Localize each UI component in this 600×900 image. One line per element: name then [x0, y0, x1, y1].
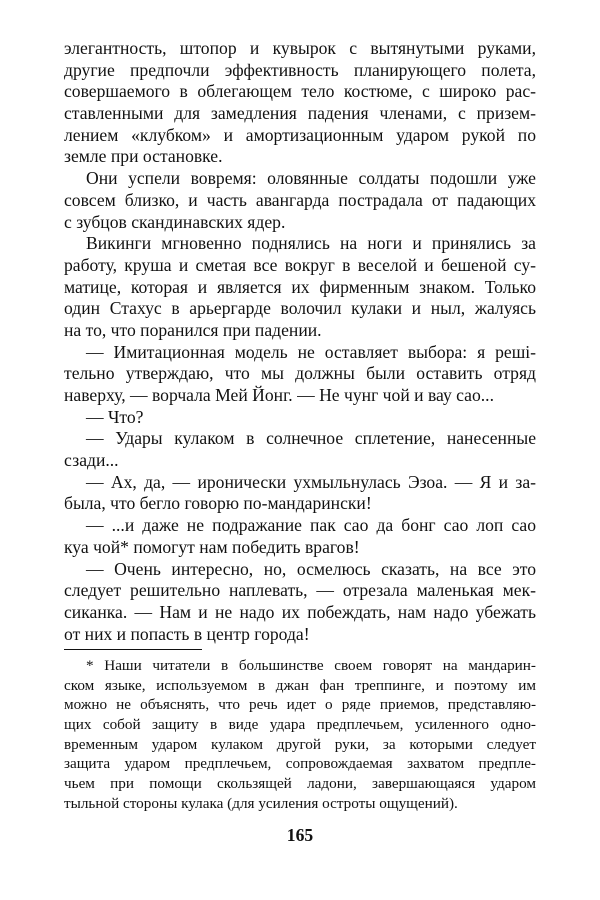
- footnote-line: временным ударом кулаком другой руки, за которыми следует: [64, 735, 536, 753]
- text-line: куа чой* помогут нам победить врагов!: [64, 536, 360, 557]
- text-line: совсем близко, и часть авангарда пострадала от падающих: [64, 189, 536, 210]
- text-line: земле при остановке.: [64, 146, 223, 167]
- text-line: сзади...: [64, 450, 119, 471]
- text-line: — Ах, да, — иронически ухмыльнулась Эзоа. — Я и за-: [86, 471, 536, 492]
- footnote-line: * Наши читатели в большинстве своем говорят на мандарин-: [86, 657, 536, 674]
- footnote-line: щих собой защиту в виде удара предплечьем, усиленного одно-: [64, 716, 536, 734]
- text-line: Викинги мгновенно поднялись на ноги и принялись за: [86, 233, 536, 254]
- text-line: — Что?: [86, 406, 144, 427]
- footnote-line: можно не объяснять, что речь идет о ряде приемов, представляю-: [64, 696, 536, 714]
- text-line: один Стахус в арьергарде волочил кулаки и ныл, жалуясь: [64, 298, 536, 319]
- text-line: с зубцов скандинавских ядер.: [64, 211, 286, 232]
- text-line: — Очень интересно, но, осмелюсь сказать, на все это: [86, 558, 536, 579]
- text-line: сиканка. — Нам и не надо их побеждать, нам надо убежать: [64, 601, 536, 622]
- footnote-line: ском языке, используемом в джан фан треппинге, и поэтому им: [64, 676, 536, 694]
- text-line: совершаемого в облегающем тело костюме, с широко рас-: [64, 81, 536, 102]
- footnote-line: тыльной стороны кулака (для усиления остроты ощущений).: [64, 794, 458, 812]
- text-line: элегантность, штопор и кувырок с вытянутыми руками,: [64, 38, 536, 58]
- text-line: лением «клубком» и амортизационным ударом рукой по: [64, 124, 536, 145]
- footnote-divider: [64, 649, 202, 650]
- footnote: [64, 656, 536, 814]
- footnote-line: защита ударом предплечьем, сопровождаемая захватом предпле-: [64, 755, 536, 773]
- text-line: тельно утверждаю, что мы должны были оставить отряд: [64, 363, 536, 384]
- text-line: наверху, — ворчала Мей Йонг. — Не чунг чой и вау сао...: [64, 385, 494, 405]
- text-line: была, что бегло говорю по-мандарински!: [64, 493, 372, 514]
- text-line: матице, которая и является их фирменным знаком. Только: [64, 276, 536, 297]
- text-line: работу, круша и сметая все вокруг в веселой и бешеной су-: [64, 254, 536, 275]
- text-line: Они успели вовремя: оловянные солдаты подошли уже: [86, 168, 536, 189]
- page-number: 165: [286, 825, 314, 845]
- text-line: — Имитационная модель не оставляет выбора: я решi-: [86, 341, 536, 362]
- text-line: — Удары кулаком в солнечное сплетение, нанесенные: [86, 428, 536, 449]
- text-line: другие предпочли эффективность планирующего полета,: [64, 59, 536, 80]
- text-line: ставленными для замедления падения членами, с призем-: [64, 103, 536, 124]
- text-line: — ...и даже не подражание пак сао да бонг сао лоп сао: [86, 515, 536, 536]
- text-line: от них и попасть в центр города!: [64, 623, 310, 644]
- footnote-line: чьем при помощи скользящей ладони, завершающаяся ударом: [64, 775, 536, 793]
- text-line: на то, что поранился при падении.: [64, 319, 322, 340]
- body-text: [64, 38, 536, 645]
- text-line: следует решительно наплевать, — отрезала маленькая мек-: [64, 580, 536, 601]
